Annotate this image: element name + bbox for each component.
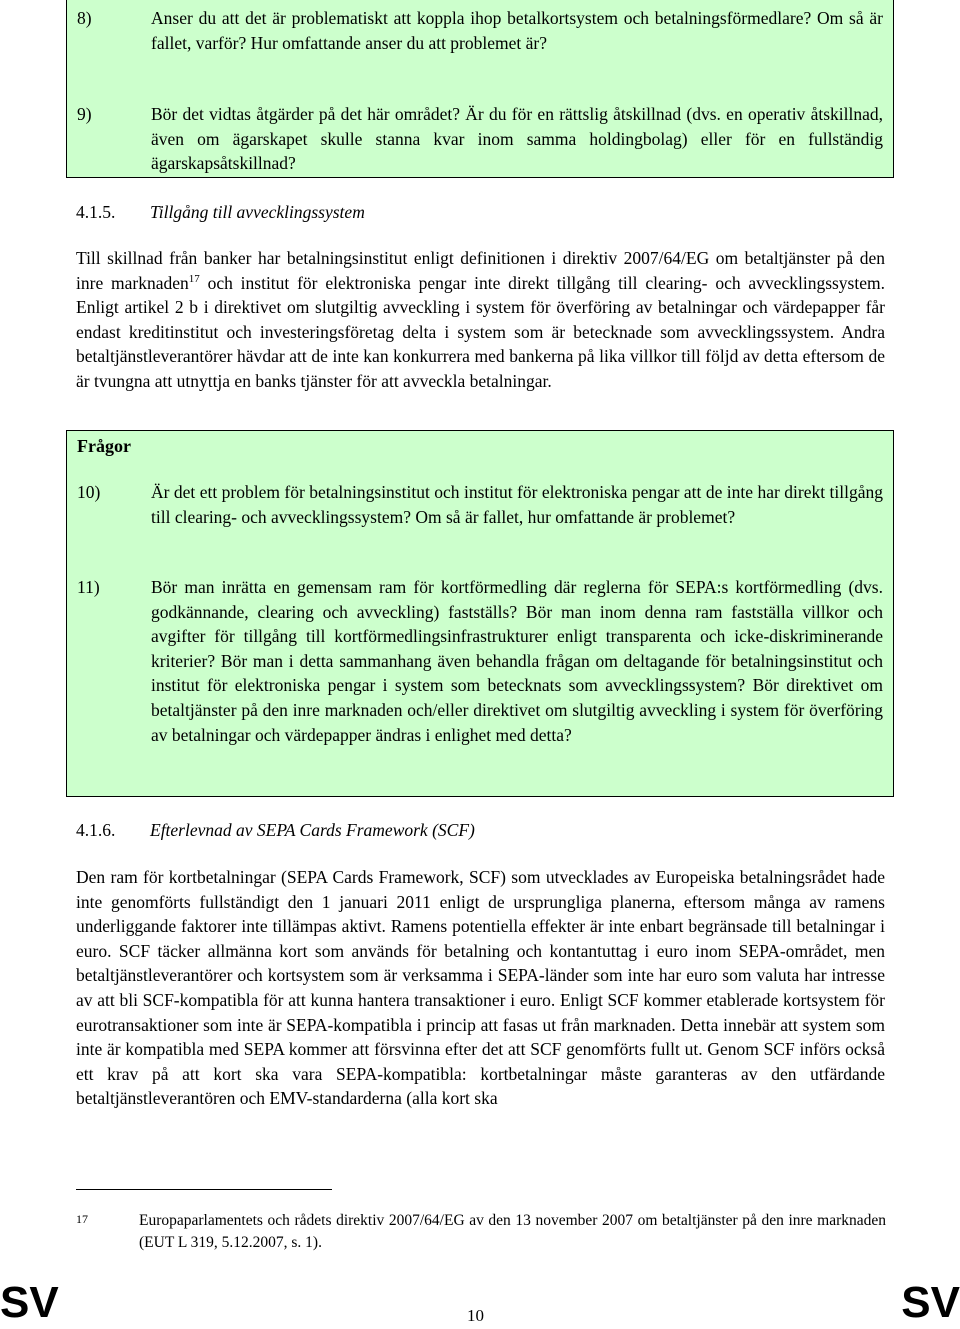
- question-11: [77, 575, 883, 747]
- question-9: [77, 102, 883, 176]
- section-title: Tillgång till avvecklingssystem: [150, 202, 365, 222]
- paragraph-text-part2: och institut för elektroniska pengar inte direkt tillgång till clearing- och avvecklingssystem. Enligt artikel 2 b i direktivet om slutgiltig avveckling i system för överföring av betalningar och värdepapper får endast kreditinstitut och investeringsföretag delta i system som är betecknade som avvecklingssystem. Andra betaltjänstleverantörer hävdar att de inte kan konkurrera med bankerna på lika villkor till följd av detta eftersom de är tvungna att utnyttja en banks tjänster för att avveckla betalningar.: [76, 272, 885, 391]
- section-heading-4-1-5: [76, 200, 365, 225]
- section-paragraph-4-1-6: Den ram för kortbetalningar (SEPA Cards Framework, SCF) som utvecklades av Europeiska betalningsrådet hade inte genomförts fullständigt den 1 januari 2011 enligt de ursprungliga planerna, eftersom många av ramens underliggande faktorer inte tillämpas aktivt. Ramens potentiella effekter är inte enbart begränsade till betalningar i euro. SCF täcker allmänna kort som används för betalning och kontantuttag i euro inom SEPA-området, men betaltjänstleverantörer och kortsystem som är verksamma i SEPA-länder som inte har euro som valuta har intresse av att bli SCF-kompatibla för att kunna hantera transaktioner i euro. Enligt SCF kommer etablerade kortsystem för eurotransaktioner som inte är SEPA-kompatibla i princip att fasas ut från marknaden. Detta innebär att system som inte är kompatibla med SEPA kommer att försvinna efter det att SCF genomförts fullt ut. Genom SCF införs också ett krav på att kort ska vara SEPA-kompatibla: kortbetalningar måste garanteras av den utfärdande betaltjänstleverantören och EMV-standarderna (alla kort ska: [76, 867, 885, 1109]
- question-number: 8): [77, 8, 92, 28]
- footnote-text: Europaparlamentets och rådets direktiv 2007/64/EG av den 13 november 2007 om betaltjänster på den inre marknaden (EUT L 319, 5.12.2007, s. 1).: [139, 1212, 886, 1251]
- question-number: 9): [77, 104, 92, 124]
- section-number: 4.1.5.: [76, 202, 116, 222]
- questions-box-2: [66, 430, 894, 797]
- section-paragraph-4-1-5: [76, 246, 885, 394]
- footnote-divider: [76, 1189, 332, 1190]
- question-number: 11): [77, 577, 100, 597]
- question-text: Är det ett problem för betalningsinstitut och institut för elektroniska pengar att de inte har direkt tillgång till clearing- och avvecklingssystem? Om så är fallet, hur omfattande är problemet?: [151, 482, 883, 527]
- question-number: 10): [77, 482, 101, 502]
- question-8: [77, 6, 883, 55]
- footnote-number: 17: [76, 1212, 88, 1226]
- language-label-left: SV: [0, 1278, 59, 1327]
- footnote-reference: 17: [188, 272, 200, 285]
- questions-heading: Frågor: [77, 436, 131, 456]
- question-10: [77, 480, 883, 529]
- section-title: Efterlevnad av SEPA Cards Framework (SCF): [150, 820, 475, 840]
- section-heading-4-1-6: [76, 818, 475, 843]
- language-label-right: SV: [901, 1278, 960, 1327]
- section-number: 4.1.6.: [76, 820, 116, 840]
- question-text: Anser du att det är problematiskt att koppla ihop betalkortsystem och betalningsförmedlare? Om så är fallet, varför? Hur omfattande anser du att problemet är?: [151, 8, 883, 53]
- question-text: Bör man inrätta en gemensam ram för kortförmedling där reglerna för SEPA:s kortförmedling (dvs. godkännande, clearing och avveckling) fastställs? Bör man inom denna ram fastställa villkor och avgifter för tillgång till kortförmedlingsinfrastrukturer enligt transparenta och icke-diskriminerande kriterier? Bör man i detta sammanhang även behandla frågan om deltagande för betalningsinstitut och institut för elektroniska pengar i system som betecknats som avvecklingssystem? Bör direktivet om betaltjänster på den inre marknaden och/eller direktivet om slutgiltig avveckling i system för överföring av betalningar och värdepapper ändras i enlighet med detta?: [151, 577, 883, 745]
- questions-box-1: [66, 0, 894, 178]
- question-text: Bör det vidtas åtgärder på det här området? Är du för en rättslig åtskillnad (dvs. en operativ åtskillnad, även om ägarskapet skulle stanna kvar inom samma holdingbolag) eller för en fullständig ägarskapsåtskillnad?: [151, 104, 883, 174]
- page-number: 10: [467, 1306, 484, 1325]
- paragraph-text-part1: Till skillnad från banker har betalningsinstitut enligt definitionen i direktiv 2007/64/EG om betaltjänster på den inre marknaden: [76, 248, 885, 293]
